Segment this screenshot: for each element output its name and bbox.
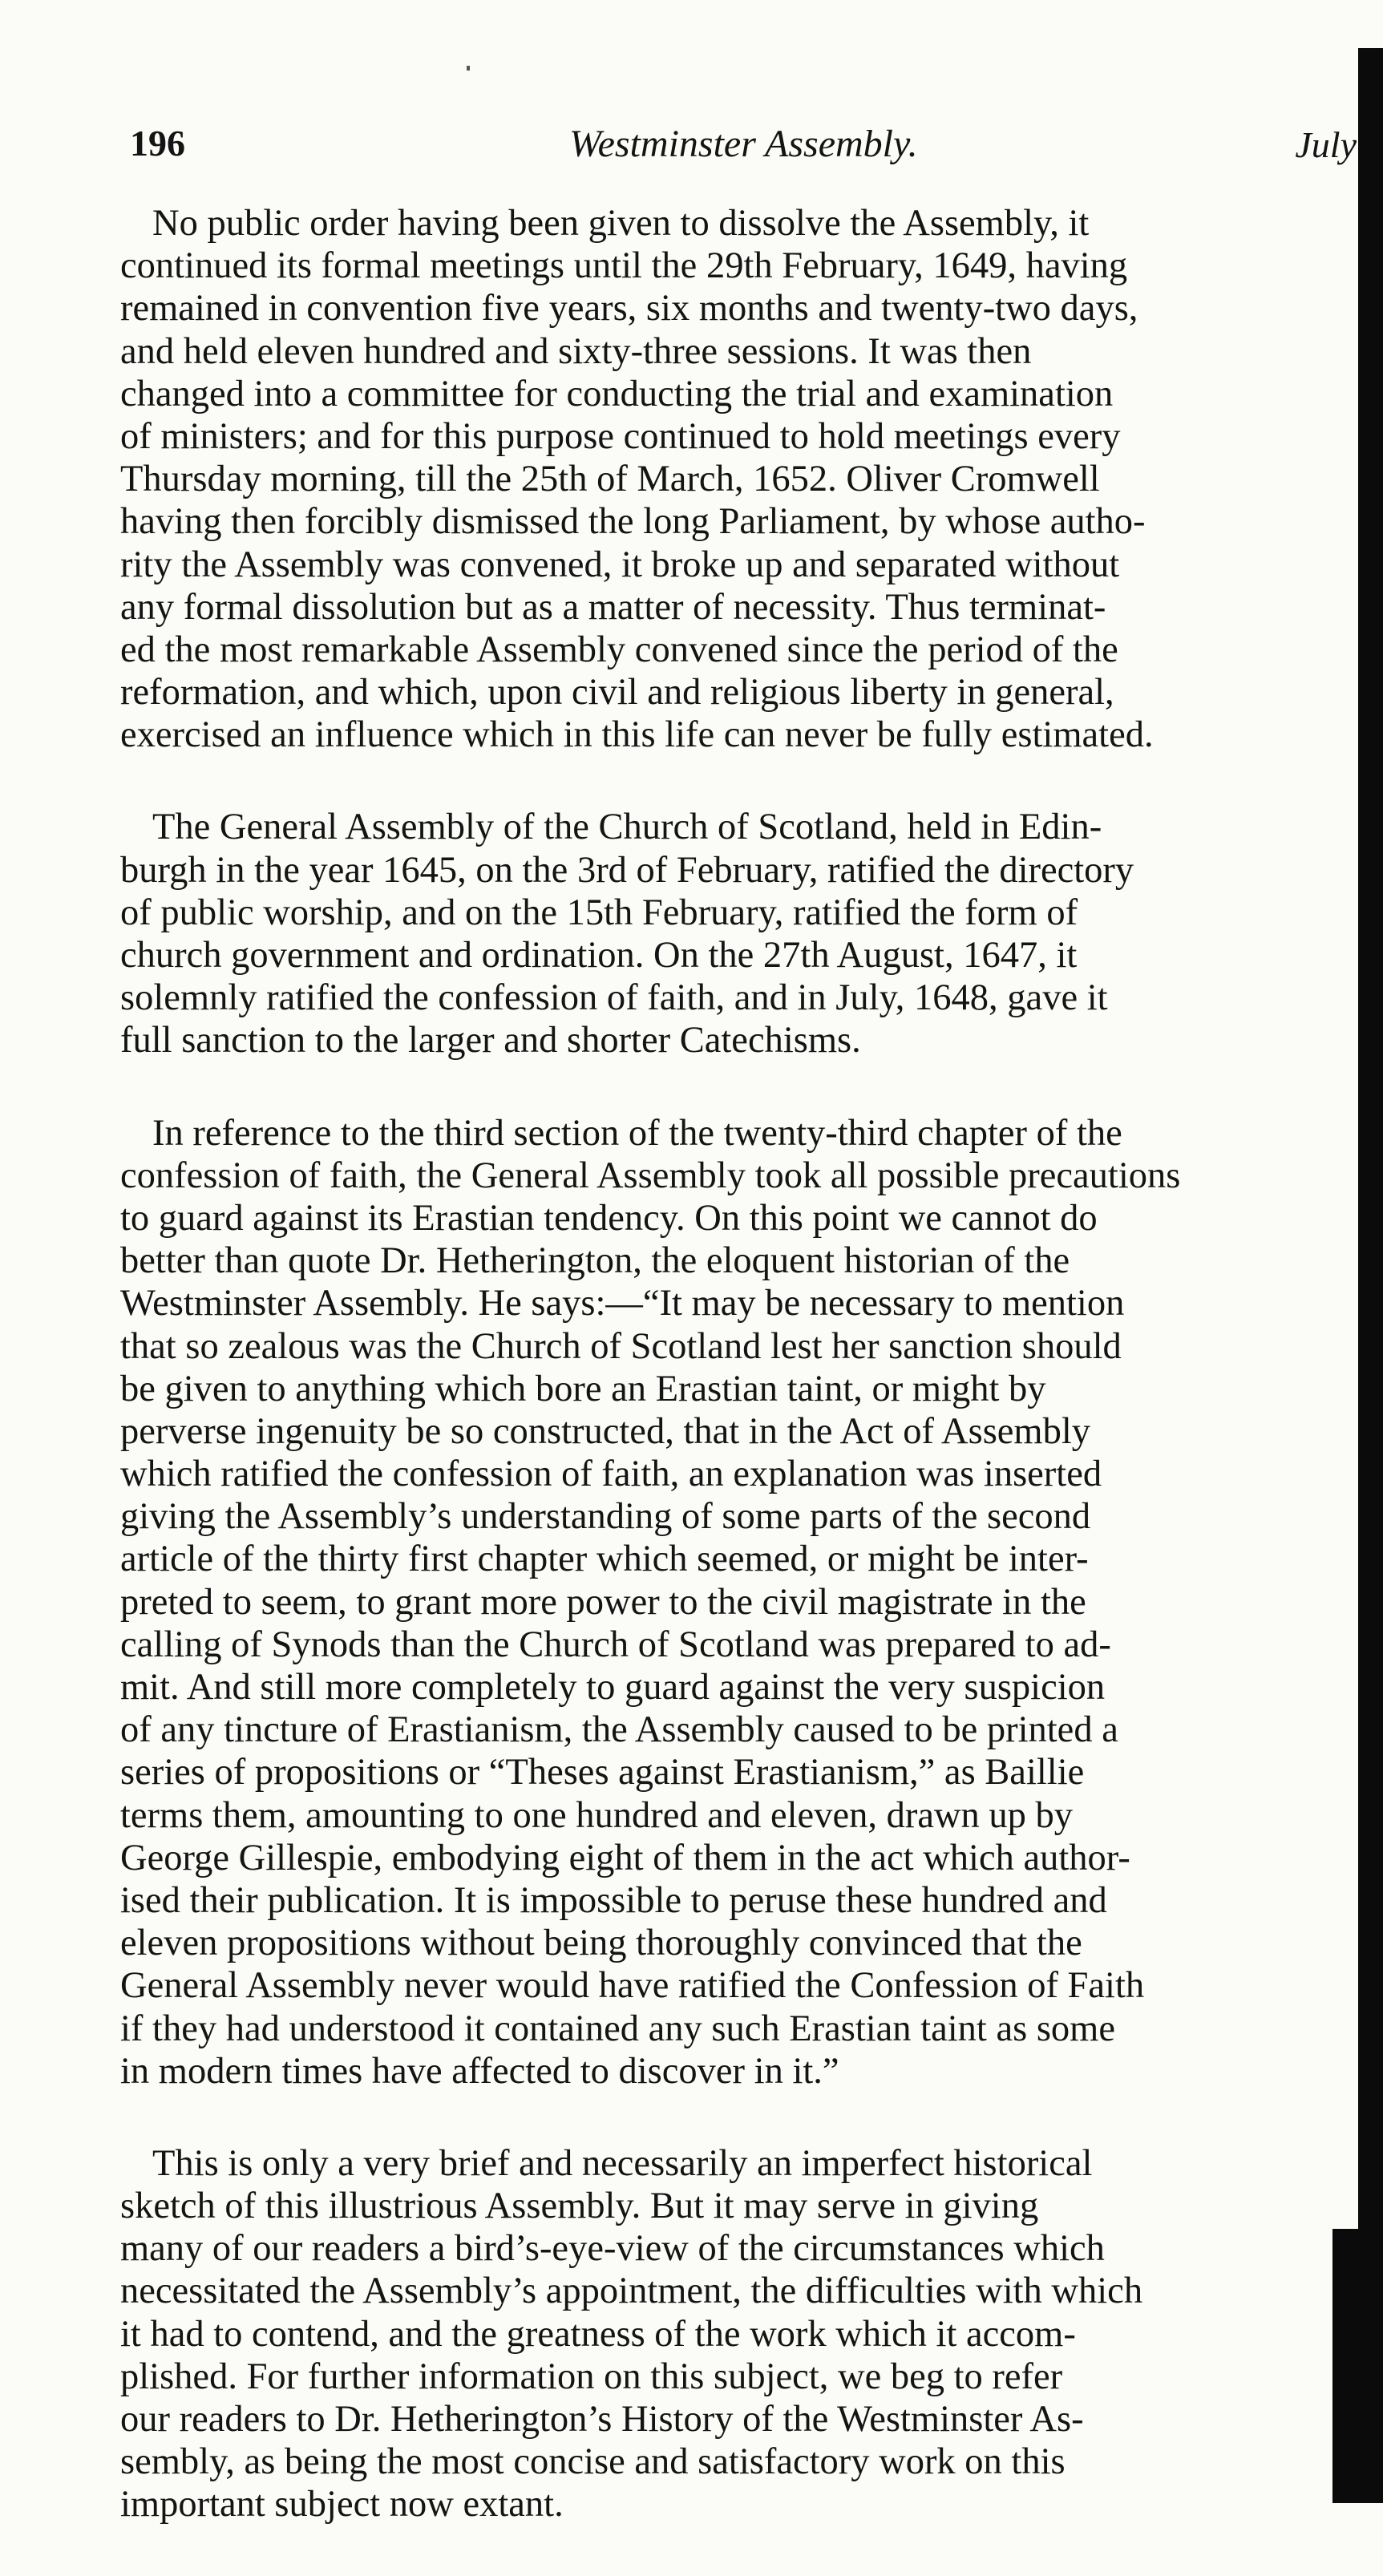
text-line: General Assembly never would have ratified the Confession of Faith	[120, 1965, 1145, 2007]
text-line: rity the Assembly was convened, it broke up and separated without	[120, 544, 1120, 585]
text-line: continued its formal meetings until the 29th February, 1649, having	[120, 245, 1128, 287]
page-header	[130, 122, 1357, 186]
text-line: This is only a very brief and necessarily an imperfect historical	[152, 2142, 1093, 2184]
binding-shadow	[1358, 48, 1383, 2503]
text-line: sembly, as being the most concise and satisfactory work on this	[120, 2441, 1066, 2483]
text-line: exercised an influence which in this life can never be fully estimated.	[120, 714, 1154, 756]
text-line: to guard against its Erastian tendency. On this point we cannot do	[120, 1197, 1098, 1239]
text-line: if they had understood it contained any such Erastian taint as some	[120, 2008, 1115, 2049]
text-line: preted to seem, to grant more power to the civil magistrate in the	[120, 1581, 1086, 1623]
body-text	[120, 202, 1355, 2576]
text-line: series of propositions or “Theses against Erastianism,” as Baillie	[120, 1752, 1085, 1793]
text-line: important subject now extant.	[120, 2484, 564, 2525]
text-line: article of the thirty first chapter which seemed, or might be inter-	[120, 1539, 1089, 1580]
text-line: of any tincture of Erastianism, the Assembly caused to be printed a	[120, 1709, 1118, 1751]
paragraph-erastian	[120, 1112, 1355, 2093]
paragraph-general-assembly	[120, 806, 1355, 1062]
text-line: many of our readers a bird’s-eye-view of the circumstances which	[120, 2228, 1105, 2270]
text-line: reformation, and which, upon civil and religious liberty in general,	[120, 672, 1114, 714]
text-line: ed the most remarkable Assembly convened since the period of the	[120, 629, 1118, 670]
text-line: ised their publication. It is impossible to peruse these hundred and	[120, 1879, 1107, 1921]
text-line: George Gillespie, embodying eight of them in the act which author-	[120, 1837, 1130, 1878]
text-line: perverse ingenuity be so constructed, that in the Act of Assembly	[120, 1410, 1091, 1452]
binding-shadow-lower	[1332, 2229, 1360, 2503]
text-line: calling of Synods than the Church of Scotland was prepared to ad-	[120, 1624, 1111, 1665]
text-line: plished. For further information on this subject, we beg to refer	[120, 2356, 1063, 2397]
text-line: in modern times have affected to discover in it.”	[120, 2050, 839, 2092]
text-line: sketch of this illustrious Assembly. But it may serve in giving	[120, 2186, 1039, 2227]
paragraph-dissolution	[120, 202, 1355, 756]
header-month: July	[1295, 124, 1357, 165]
text-line: full sanction to the larger and shorter Catechisms.	[120, 1020, 861, 1062]
print-speck	[467, 66, 470, 71]
text-line: No public order having been given to dissolve the Assembly, it	[152, 203, 1090, 244]
text-line: Thursday morning, till the 25th of March, 1652. Oliver Cromwell	[120, 459, 1100, 500]
text-line: changed into a committee for conducting the trial and examination	[120, 373, 1114, 415]
text-line: better than quote Dr. Hetherington, the eloquent historian of the	[120, 1240, 1070, 1282]
text-line: it had to contend, and the greatness of the work which it accom-	[120, 2313, 1076, 2355]
text-line: terms them, amounting to one hundred and eleven, drawn up by	[120, 1794, 1074, 1836]
text-line: confession of faith, the General Assembly took all possible precautions	[120, 1155, 1181, 1196]
paragraph-conclusion	[120, 2142, 1355, 2526]
text-line: eleven propositions without being thoroughly convinced that the	[120, 1923, 1082, 1964]
text-line: Westminster Assembly. He says:—“It may be necessary to mention	[120, 1283, 1125, 1324]
text-line: burgh in the year 1645, on the 3rd of February, ratified the directory	[120, 849, 1134, 891]
text-line: necessitated the Assembly’s appointment, the difficulties with which	[120, 2271, 1143, 2312]
running-title: Westminster Assembly.	[569, 123, 918, 165]
text-line: that so zealous was the Church of Scotland lest her sanction should	[120, 1325, 1122, 1367]
text-line: and held eleven hundred and sixty-three sessions. It was then	[120, 330, 1032, 372]
text-line: having then forcibly dismissed the long Parliament, by whose autho-	[120, 501, 1146, 543]
text-line: of public worship, and on the 15th February, ratified the form of	[120, 892, 1078, 933]
text-line: mit. And still more completely to guard against the very suspicion	[120, 1667, 1106, 1708]
text-line: of ministers; and for this purpose continued to hold meetings every	[120, 415, 1121, 457]
text-line: church government and ordination. On the 27th August, 1647, it	[120, 935, 1078, 976]
text-line: solemnly ratified the confession of faith, and in July, 1648, gave it	[120, 977, 1108, 1019]
text-line: our readers to Dr. Hetherington’s History of the Westminster As-	[120, 2399, 1084, 2440]
text-line: any formal dissolution but as a matter of necessity. Thus terminat-	[120, 586, 1106, 628]
text-line: remained in convention five years, six months and twenty-two days,	[120, 288, 1138, 330]
text-line: be given to anything which bore an Erastian taint, or might by	[120, 1368, 1046, 1409]
text-line: which ratified the confession of faith, an explanation was inserted	[120, 1454, 1102, 1495]
page-number: 196	[130, 123, 185, 164]
text-line: The General Assembly of the Church of Scotland, held in Edin-	[152, 807, 1102, 848]
text-line: In reference to the third section of the twenty-third chapter of the	[152, 1112, 1122, 1154]
text-line: giving the Assembly’s understanding of some parts of the second	[120, 1496, 1091, 1538]
